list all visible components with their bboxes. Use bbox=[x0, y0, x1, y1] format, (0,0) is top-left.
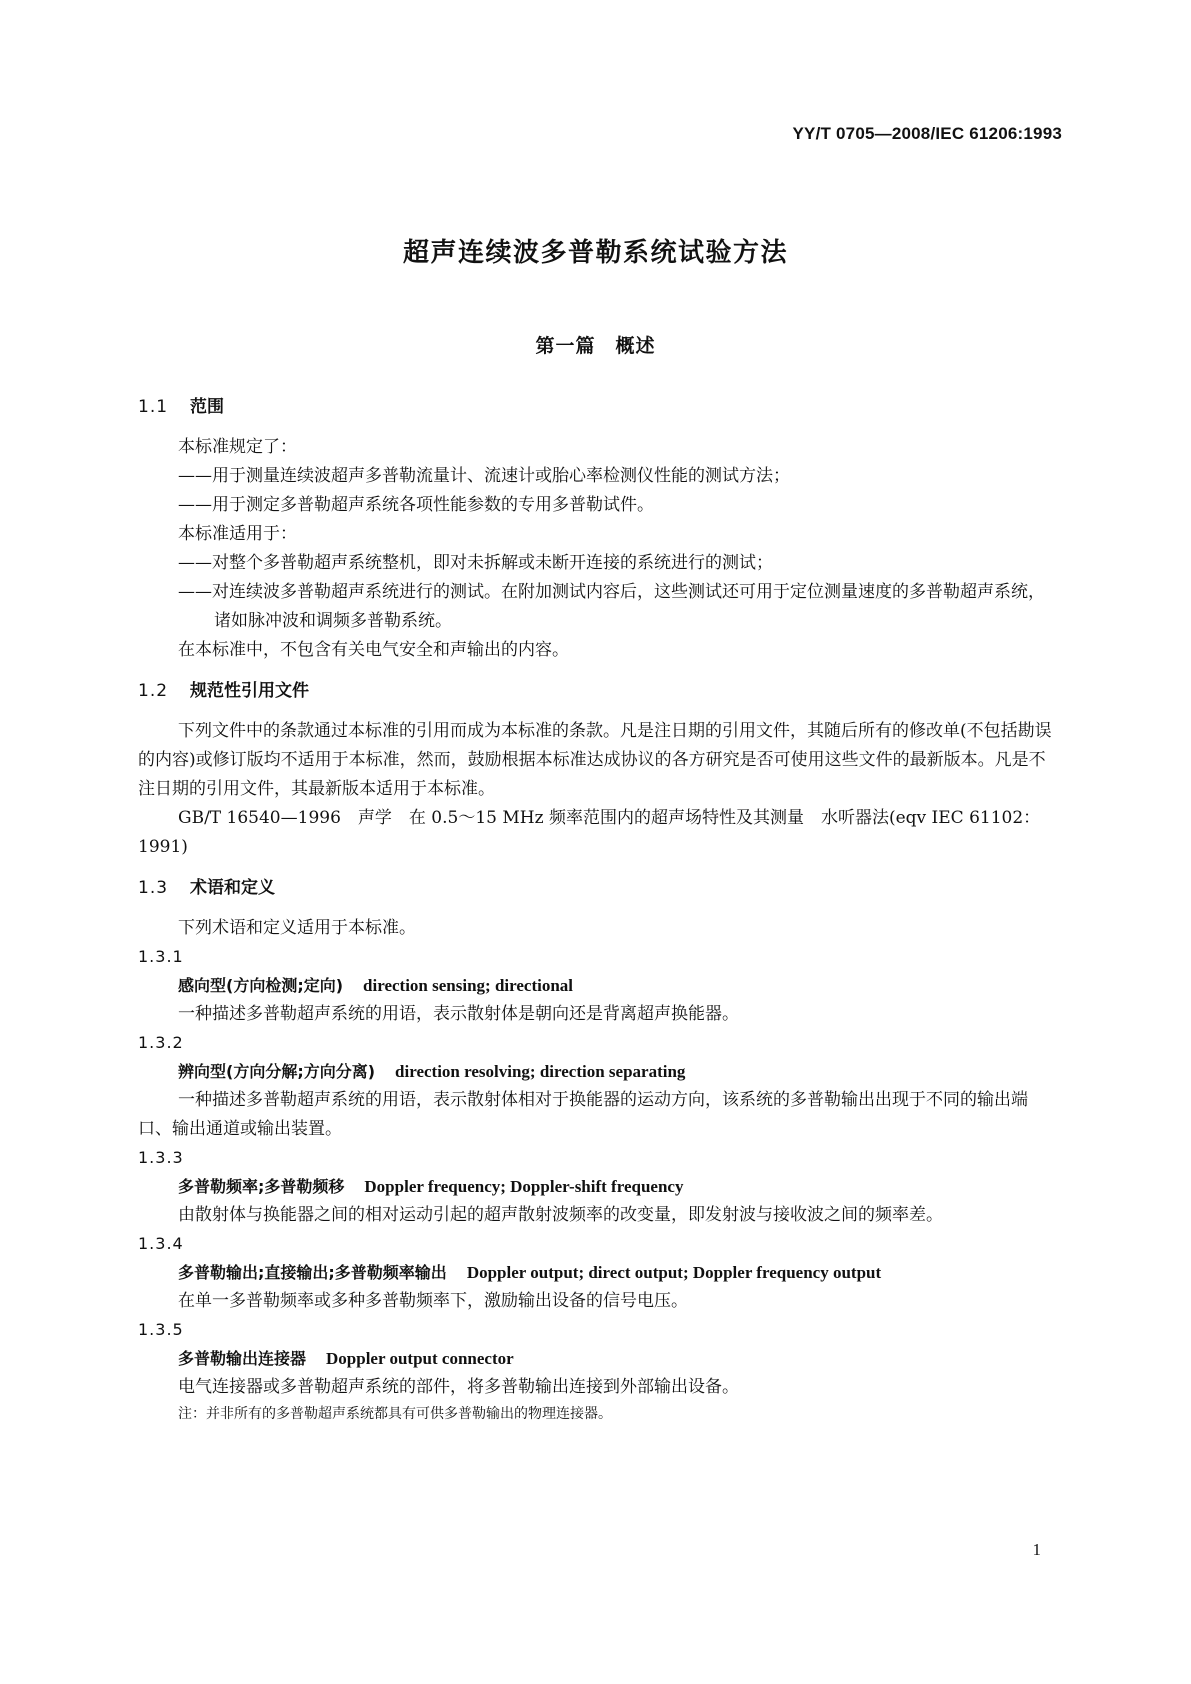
term-zh: 多普勒频率;多普勒频移 bbox=[178, 1177, 345, 1196]
term-definition: 由散射体与换能器之间的相对运动引起的超声散射波频率的改变量，即发射波与接收波之间的频率差。 bbox=[178, 1205, 943, 1225]
term-note: 注：并非所有的多普勒超声系统都具有可供多普勒输出的物理连接器。 bbox=[178, 1406, 612, 1422]
term-heading bbox=[138, 1057, 1058, 1086]
term-en: Doppler output; direct output; Doppler frequency output bbox=[466, 1263, 882, 1282]
document-body bbox=[138, 393, 1058, 1426]
standard-code: YY/T 0705—2008/IEC 61206:1993 bbox=[792, 124, 1062, 143]
scope-line: 本标准规定了： bbox=[178, 437, 297, 457]
term-heading bbox=[138, 971, 1058, 1000]
section-heading-1-2 bbox=[138, 677, 1058, 705]
terms-intro: 下列术语和定义适用于本标准。 bbox=[178, 918, 416, 938]
page-number: 1 bbox=[1032, 1540, 1041, 1559]
section-title: 范围 bbox=[190, 397, 224, 417]
term-number: 1.3.3 bbox=[138, 1148, 184, 1167]
section-title: 规范性引用文件 bbox=[190, 681, 309, 701]
term-zh: 多普勒输出连接器 bbox=[178, 1349, 307, 1368]
term-en: Doppler output connector bbox=[326, 1349, 514, 1368]
scope-line: ——用于测定多普勒超声系统各项性能参数的专用多普勒试件。 bbox=[178, 495, 654, 515]
section-number: 1.3 bbox=[138, 878, 169, 898]
section-number: 1.1 bbox=[138, 397, 169, 417]
term-zh: 感向型(方向检测;定向) bbox=[178, 976, 344, 995]
scope-line: ——对整个多普勒超声系统整机，即对未拆解或未断开连接的系统进行的测试； bbox=[178, 553, 773, 573]
scope-line: 在本标准中，不包含有关电气安全和声输出的内容。 bbox=[178, 640, 569, 660]
scope-line: ——对连续波多普勒超声系统进行的测试。在附加测试内容后，这些测试还可用于定位测量速度的多普勒超声系统，诸如脉冲波和调频多普勒系统。 bbox=[178, 582, 1045, 631]
term-heading bbox=[138, 1344, 1058, 1373]
term-definition: 一种描述多普勒超声系统的用语，表示散射体是朝向还是背离超声换能器。 bbox=[178, 1004, 739, 1024]
term-number: 1.3.4 bbox=[138, 1234, 184, 1253]
term-definition: 电气连接器或多普勒超声系统的部件，将多普勒输出连接到外部输出设备。 bbox=[178, 1377, 739, 1397]
document-title: 超声连续波多普勒系统试验方法 bbox=[402, 238, 788, 268]
section-title: 术语和定义 bbox=[190, 878, 275, 898]
term-number: 1.3.5 bbox=[138, 1320, 184, 1339]
part-title: 第一篇 概述 bbox=[535, 335, 656, 357]
term-en: Doppler frequency; Doppler-shift frequency bbox=[364, 1177, 684, 1196]
scope-line: ——用于测量连续波超声多普勒流量计、流速计或胎心率检测仪性能的测试方法； bbox=[178, 466, 790, 486]
term-zh: 辨向型(方向分解;方向分离) bbox=[178, 1062, 376, 1081]
term-number: 1.3.2 bbox=[138, 1033, 184, 1052]
term-heading bbox=[138, 1172, 1058, 1201]
term-definition: 一种描述多普勒超声系统的用语，表示散射体相对于换能器的运动方向，该系统的多普勒输出出现于不同的输出端口、输出通道或输出装置。 bbox=[138, 1090, 1028, 1139]
section-heading-1-1 bbox=[138, 393, 1058, 421]
scope-line: 本标准适用于： bbox=[178, 524, 297, 544]
term-en: direction resolving; direction separating bbox=[395, 1062, 686, 1081]
term-heading bbox=[138, 1258, 1058, 1287]
section-heading-1-3 bbox=[138, 874, 1058, 902]
term-en: direction sensing; directional bbox=[363, 976, 574, 995]
normative-reference-entry: GB/T 16540—1996 声学 在 0.5～15 MHz 频率范围内的超声场特性及其测量 水听器法(eqv IEC 61102：1991) bbox=[138, 808, 1041, 857]
term-definition: 在单一多普勒频率或多种多普勒频率下，激励输出设备的信号电压。 bbox=[178, 1291, 688, 1311]
term-zh: 多普勒输出;直接输出;多普勒频率输出 bbox=[178, 1263, 447, 1282]
term-number: 1.3.1 bbox=[138, 947, 184, 966]
section-number: 1.2 bbox=[138, 681, 169, 701]
normative-references-paragraph: 下列文件中的条款通过本标准的引用而成为本标准的条款。凡是注日期的引用文件，其随后所有的修改单(不包括勘误的内容)或修订版均不适用于本标准，然而，鼓励根据本标准达成协议的各方研究是否可使用这些文件的最新版本。凡是不注日期的引用文件，其最新版本适用于本标准。 bbox=[138, 721, 1052, 799]
